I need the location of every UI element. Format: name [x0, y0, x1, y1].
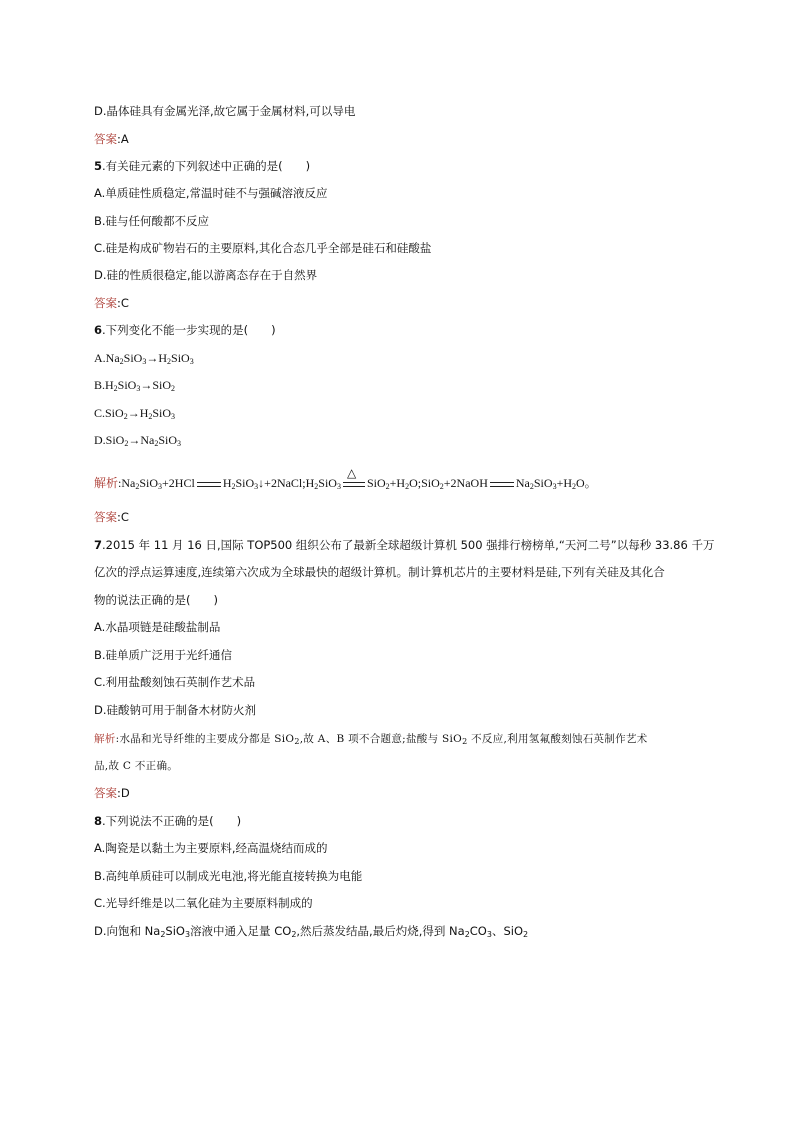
q5-option-a: A.单质硅性质稳定,常温时硅不与强碱溶液反应	[94, 186, 328, 200]
q7-option-d: D.硅酸钠可用于制备木材防火剂	[94, 703, 257, 717]
question-text: .下列说法不正确的是( )	[102, 814, 242, 828]
q7-stem-line-2: 亿次的浮点运算速度,连续第六次成为全球最快的超级计算机。制计算机芯片的主要材料是硅,下列有关硅及其化合	[94, 565, 665, 579]
question-text: .下列变化不能一步实现的是( )	[102, 323, 276, 337]
q6-option-b: $B.H_2SiO_3\to SiO_2$	[94, 378, 176, 393]
equals-sign	[490, 482, 514, 487]
q7-stem-line-1	[94, 538, 714, 552]
q5-stem	[94, 159, 310, 173]
analysis-label: 解析	[94, 476, 119, 490]
q6-option-a: $A.Na_2SiO_3\to H_2SiO_3$	[94, 351, 194, 366]
heat-icon: △	[346, 465, 357, 480]
q8-stem	[94, 814, 241, 828]
question-number: 8	[94, 814, 103, 828]
q7-answer	[94, 786, 130, 800]
question-number: 5	[94, 159, 103, 173]
answer-value: :C	[117, 296, 129, 310]
q6-analysis: 解析$:Na_2SiO_3+2HCl$ $H_2SiO_3↓+2NaCl;H_2SiO_3$ △ $SiO_2+H_2O;SiO_2+2NaOH$ $Na_2SiO_3+H_2O$。	[94, 465, 597, 491]
q6-option-d: $D.SiO_2\to Na_2SiO_3$	[94, 433, 182, 448]
q6-option-c: $C.SiO_2\to H_2SiO_3$	[94, 406, 176, 421]
q7-option-b: B.硅单质广泛用于光纤通信	[94, 648, 233, 662]
q8-option-c: C.光导纤维是以二氧化硅为主要原料制成的	[94, 896, 313, 910]
q6-answer	[94, 510, 129, 524]
question-number: 7	[94, 538, 103, 552]
q7-option-c: C.利用盐酸刻蚀石英制作艺术品	[94, 675, 256, 689]
q5-option-d: D.硅的性质很稳定,能以游离态存在于自然界	[94, 268, 318, 282]
q8-option-b: B.高纯单质硅可以制成光电池,将光能直接转换为电能	[94, 869, 363, 883]
answer-label: 答案	[94, 510, 117, 524]
answer-value: :A	[117, 132, 129, 146]
equals-sign	[197, 482, 221, 487]
question-text: .有关硅元素的下列叙述中正确的是( )	[102, 159, 311, 173]
q5-option-c: C.硅是构成矿物岩石的主要原料,其化合态几乎全部是硅石和硅酸盐	[94, 241, 432, 255]
q7-option-a: A.水晶项链是硅酸盐制品	[94, 620, 221, 634]
q7-stem-line-3: 物的说法正确的是( )	[94, 593, 218, 607]
q7-analysis-line-2: 品,故 C 不正确。	[94, 760, 179, 772]
answer-value: :D	[117, 786, 130, 800]
question-number: 6	[94, 323, 103, 337]
q5-option-b: B.硅与任何酸都不反应	[94, 214, 210, 228]
q5-answer	[94, 296, 129, 310]
q7-analysis-line-1: 解析:水晶和光导纤维的主要成分都是 SiO$_2$,故 A、B 项不合题意;盐酸与 SiO$_2$ 不反应,利用氢氟酸刻蚀石英制作艺术	[94, 733, 648, 746]
answer-label: 答案	[94, 296, 117, 310]
answer-label: 答案	[94, 786, 117, 800]
heat-equals-sign	[343, 465, 365, 487]
question-text: .2015 年 11 月 16 日,国际 TOP500 组织公布了最新全球超级计算机 500 强排行榜榜单,“天河二号”以每秒 33.86 千万	[102, 538, 715, 552]
answer-value: :C	[117, 510, 129, 524]
q4-option-d: D.晶体硅具有金属光泽,故它属于金属材料,可以导电	[94, 104, 356, 118]
q4-answer	[94, 132, 129, 146]
q8-option-d: D.向饱和 $Na_2SiO_3$溶液中通入足量 $CO_2$,然后蒸发结晶,最后灼烧,得到 $Na_2CO_3$、SiO$_2$	[94, 924, 529, 939]
analysis-label: 解析	[94, 733, 116, 745]
q8-option-a: A.陶瓷是以黏土为主要原料,经高温烧结而成的	[94, 841, 328, 855]
q6-stem	[94, 323, 276, 337]
answer-label: 答案	[94, 132, 117, 146]
